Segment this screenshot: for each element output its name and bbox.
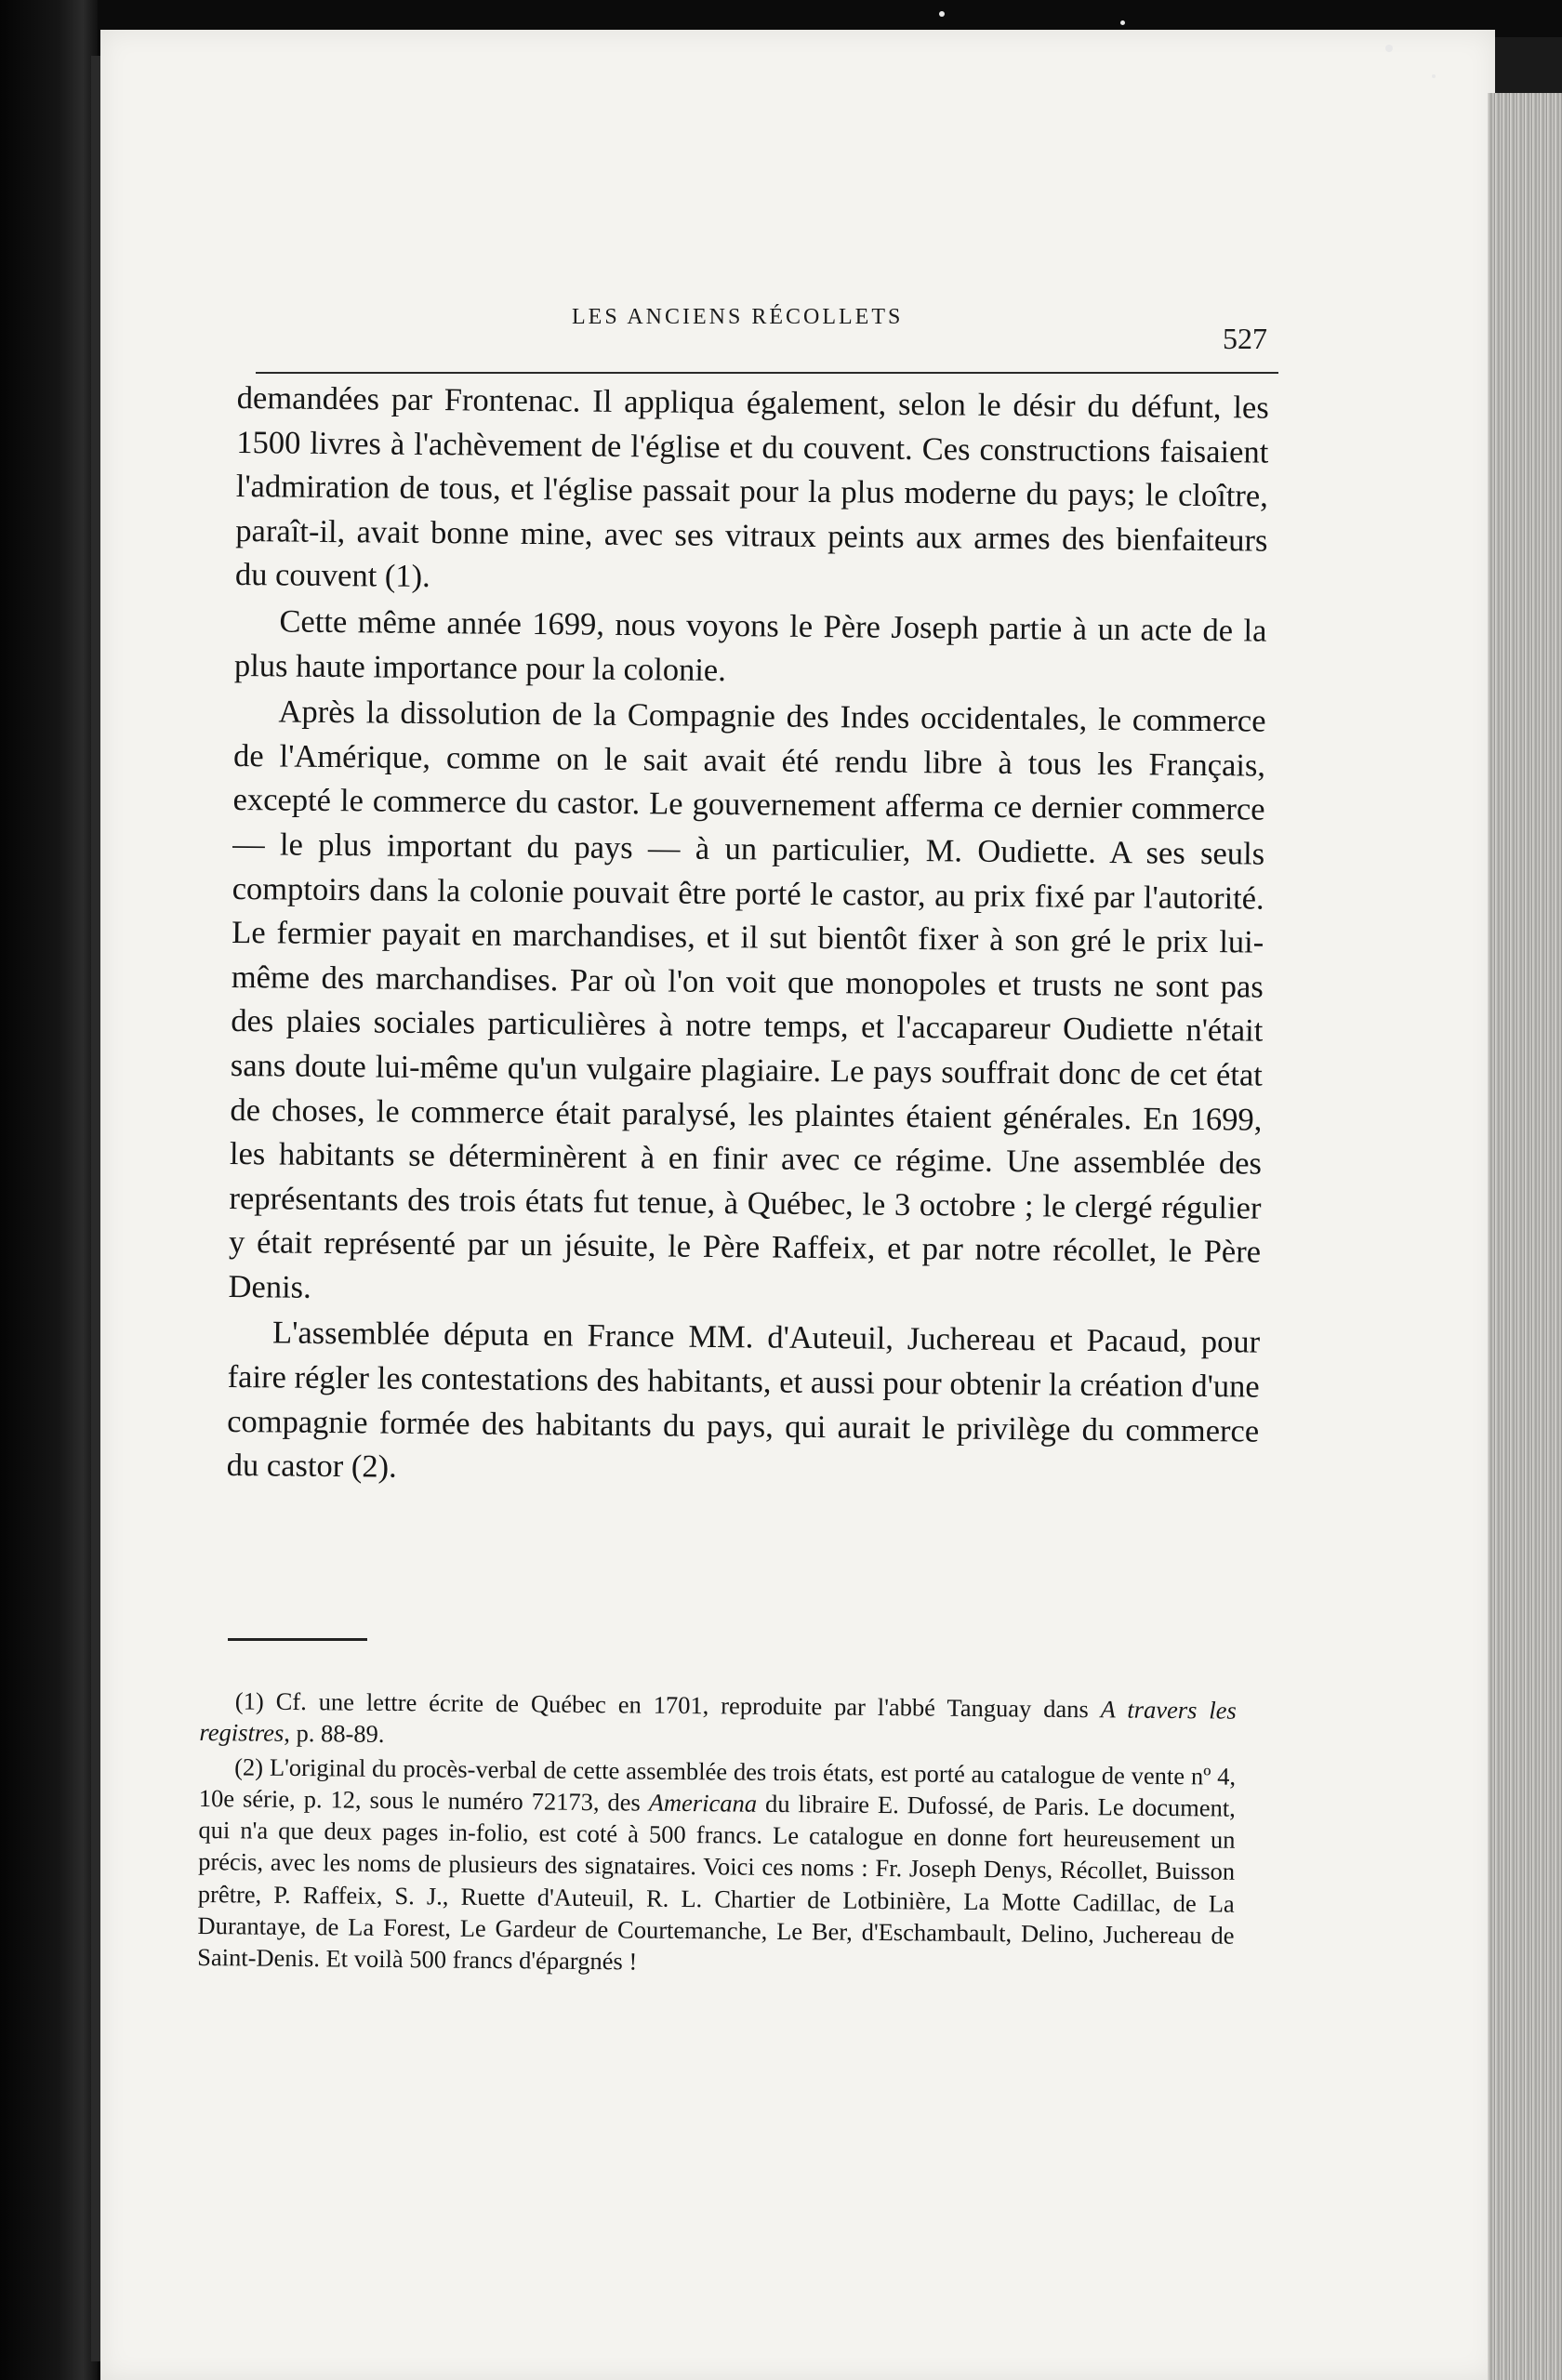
footnote-italic-title: Americana <box>648 1788 758 1818</box>
paragraph: Cette même année 1699, nous voyons le Père Joseph partie à un acte de la plus haute importance pour la colonie. <box>233 603 1267 688</box>
footnotes <box>197 1685 1237 1983</box>
footnote-text: du libraire E. Dufossé, de Paris. Le document, qui n'a que deux pages in-folio, est coté à 500 francs. Le catalogue en donne fort heureusement un précis, avec les noms de plusieurs des signataires. Voici ces noms : Fr. Joseph Denys, Récollet, Buisson prêtre, P. Raffeix, S. J., Ruette d'Auteuil, R. L. Chartier de Lotbinière, La Motte Cadillac, de La Durantaye, de La Forest, Le Gardeur de Courtemanche, Le Ber, d'Eschambault, Delino, Juchereau de Saint-Denis. Et voilà 500 francs d'épargnés ! <box>197 1789 1236 1976</box>
footnote-italic-title: A travers les registres <box>199 1695 1237 1748</box>
running-title: LES ANCIENS RÉCOLLETS <box>572 305 904 329</box>
footnote-text: L'original du procès-verbal de cette assemblée des trois états, est porté au catalogue de vente nº 4, 10e série, p. 12, sous le numéro 72173, des <box>198 1752 1237 1817</box>
page-edge-shadow <box>91 56 100 2361</box>
page-number: 527 <box>1223 322 1267 355</box>
footnote-1 <box>199 1685 1237 1758</box>
left-page-gutter <box>0 0 98 2380</box>
paragraph: demandées par Frontenac. Il appliqua également, selon le désir du défunt, les 1500 livres à l'achèvement de l'église et du couvent. Ces constructions faisaient l'admiration de tous, et l'église passait pour la plus moderne du pays; le cloître, paraît-il, avait bonne mine, avec ses vitraux peints aux armes des bienfaiteurs du couvent (1). <box>234 379 1269 595</box>
footnote-2 <box>197 1751 1236 1984</box>
footnote-marker: (1) <box>234 1686 264 1715</box>
header-rule <box>256 372 1278 374</box>
running-header <box>256 294 1278 377</box>
dust-speck <box>1432 74 1436 78</box>
dust-speck <box>1120 20 1125 25</box>
dust-speck <box>1385 45 1393 52</box>
footnote-text: , p. 88-89. <box>284 1719 385 1749</box>
paragraph: L'assemblée députa en France MM. d'Auteuil, Juchereau et Pacaud, pour faire régler les contestations des habitants, et aussi pour obtenir la création d'une compagnie formée des habitants du pays, qui aurait le privilège du commerce du castor (2). <box>226 1315 1261 1485</box>
footnote-marker: (2) <box>234 1752 264 1781</box>
paragraph: Après la dissolution de la Compagnie des Indes occidentales, le commerce de l'Amérique, comme on le sait avait été rendu libre à tous les Français, excepté le commerce du castor. Le gouvernement afferma ce dernier commerce — le plus important du pays — à un particulier, M. Oudiette. A ses seuls comptoirs dans la colonie pouvait être porté le castor, au prix fixé par l'autorité. Le fermier payait en marchandises, et il sut bientôt fixer à son gré le prix lui-même des marchandises. Par où l'on voit que monopoles et trusts ne sont pas des plaies sociales particulières à notre temps, et l'accapareur Oudiette n'était sans doute lui-même qu'un vulgaire plagiaire. Le pays souffrait donc de cet état de choses, le commerce était paralysé, les plaintes étaient générales. En 1699, les habitants se déterminèrent à en finir avec ce régime. Une assemblée des représentants des trois états fut tenue, à Québec, le 3 octobre ; le clergé régulier y était représenté par un jésuite, le Père Raffeix, et par notre récollet, le Père Denis. <box>228 694 1266 1305</box>
footnote-text: Cf. une lettre écrite de Québec en 1701, reproduite par l'abbé Tanguay dans <box>275 1686 1101 1724</box>
footnote-rule <box>228 1638 367 1641</box>
dust-speck <box>939 11 945 17</box>
body-text <box>227 377 1269 1498</box>
book-page-edges <box>1488 93 1562 2380</box>
